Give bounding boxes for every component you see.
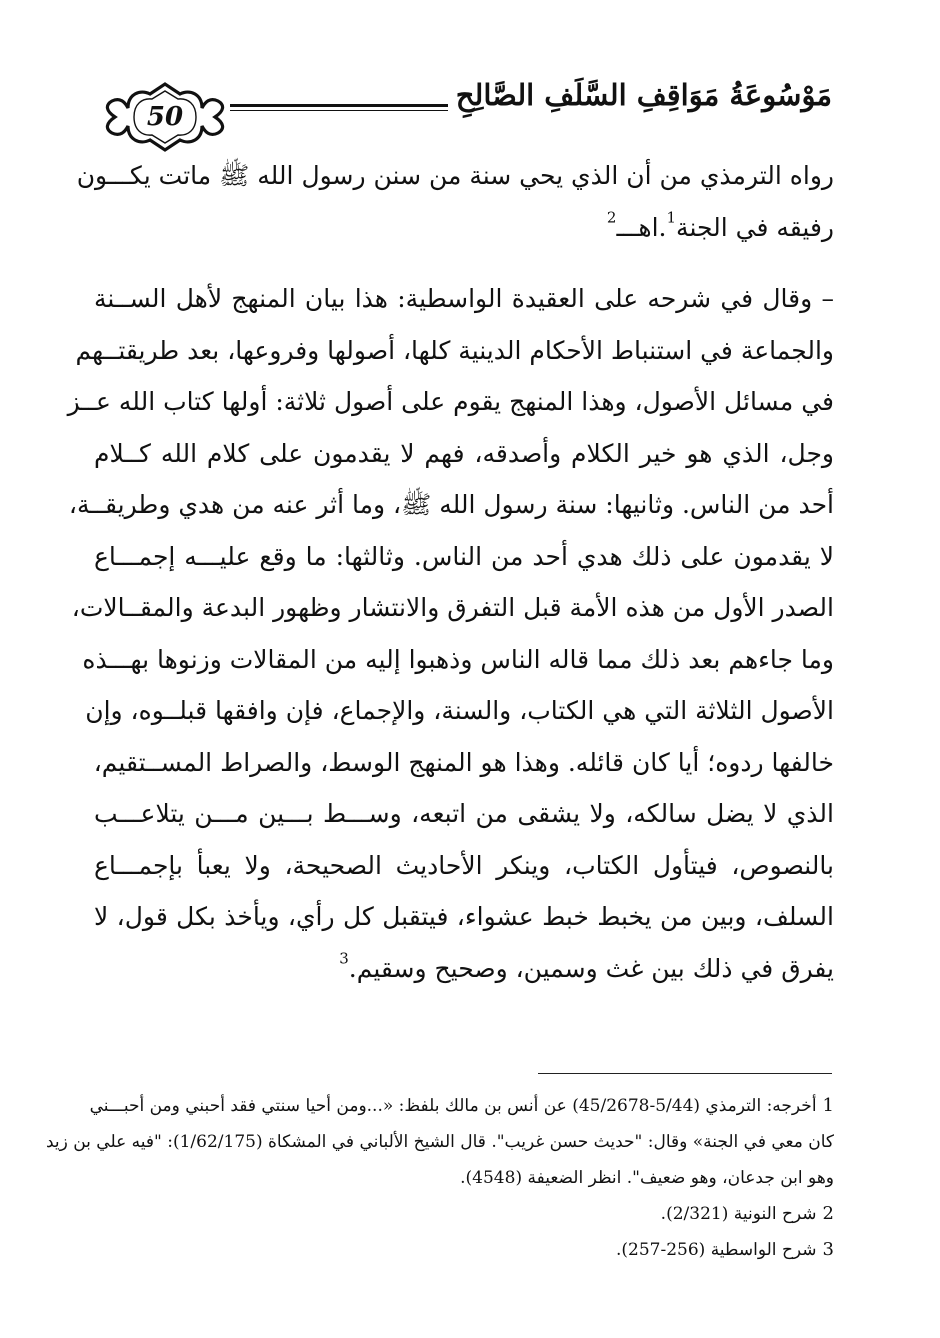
text-line: خالفها ردوه؛ أيا كان قائله. وهذا هو المنهج الوسط، والصراط المســتقيم، [93,747,834,777]
footnote-1-cont: كان معي في الجنة» وقال: "حديث حسن غريب". قال الشيخ الألباني في المشكاة (1/62/175): "فيه علي بن زيد [45,1132,834,1152]
text-line: وجل، الذي هو خير الكلام وأصدقه، فهم لا يقدمون على كلام الله كــلام [94,438,834,468]
footnote-number: 2 [822,1203,834,1224]
text-line: – وقال في شرحه على العقيدة الواسطية: هذا بيان المنهج لأهل الســنة [94,284,834,313]
text-line: لا يقدمون على ذلك هدي أحد من الناس. وثالثها: ما وقع عليـــه إجمـــاع [94,541,834,571]
footnote-1-cont: وهو ابن جدعان، وهو ضعيف". انظر الضعيفة (4548). [460,1168,834,1188]
text-line: في مسائل الأصول، وهذا المنهج يقوم على أصول ثلاثة: أولها كتاب الله عــز [67,387,834,416]
text-line: أحد من الناس. وثانيها: سنة رسول الله ﷺ، وما أثر عنه من هدي وطريقــة، [68,490,834,519]
footnote-ref-3: 3 [339,949,349,967]
main-text [67,150,834,994]
text-span: يفرق في ذلك بين غث وسمين، وصحيح وسقيم. [348,953,834,983]
text-line: السلف، وبين من يخبط خبط عشواء، فيتقبل كل رأي، ويأخذ بكل قول، لا [94,902,834,931]
text-line: الصدر الأول من هذه الأمة قبل التفرق والانتشار وظهور البدعة والمقــالات، [71,593,834,622]
footnotes [45,1088,834,1268]
page-header [90,78,840,158]
footnote-text: شرح النونية (2/321). [660,1204,817,1224]
book-title: مَوْسُوعَةُ مَوَاقِفِ السَّلَفِ الصَّالِحِ [455,78,832,112]
text-span: .اهـــ [616,212,667,242]
footnote-ref-2: 2 [606,208,617,226]
footnote-2 [94,1196,834,1232]
text-line [94,943,834,995]
footnote-text: أخرجه: الترمذي (5/44-45/2678) عن أنس بن مالك بلفظ: «...ومن أحيا سنتي فقد أحبني ومن أحبـــني [89,1096,817,1116]
page-number: 50 [146,102,184,132]
header-rule-thick [230,104,448,107]
text-line: وما جاءهم بعد ذلك مما قاله الناس وذهبوا إليه من المقالات وزنوها بهـــذه [82,644,834,674]
text-line: رواه الترمذي من أن الذي يحي سنة من سنن رسول الله ﷺ ماتت يكـــون [76,161,834,190]
text-line: بالنصوص، فيتأول الكتاب، وينكر الأحاديث الصحيحة، ولا يعبأ بإجمـــاع [94,850,834,880]
text-span: رفيقه في الجنة [676,212,834,242]
header-rule-thin [230,110,448,111]
text-line: والجماعة في استنباط الأحكام الدينية كلها، أصولها وفروعها، بعد طريقتــهم [75,335,834,365]
footnote-text: شرح الواسطية (256-257). [615,1240,817,1260]
text-line: الأصول الثلاثة التي هي الكتاب، والسنة، والإجماع، فإن وافقها قبلــوه، وإن [85,696,834,725]
footnote-separator [538,1073,832,1074]
footnote-3 [94,1232,834,1268]
footnote-number: 3 [822,1239,834,1260]
footnote-number: 1 [822,1095,834,1116]
text-line: الذي لا يضل سالكه، ولا يشقى من اتبعه، وســـط بـــين مـــن يتلاعـــب [94,799,834,828]
footnote-1 [89,1088,834,1124]
text-line [94,202,834,254]
footnote-ref-1: 1 [666,208,677,226]
